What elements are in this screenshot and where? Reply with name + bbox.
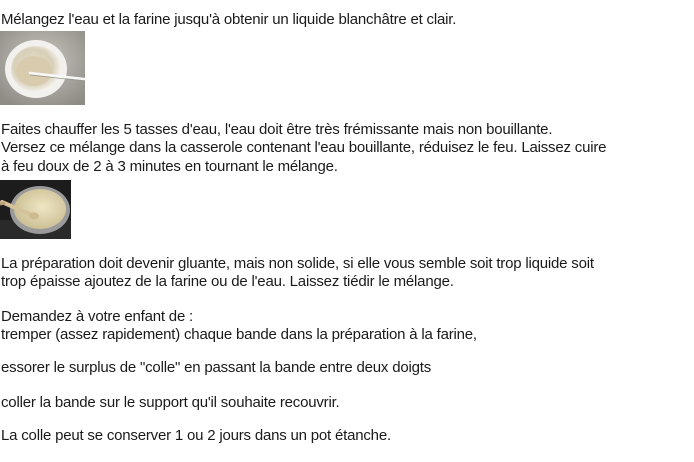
flour-water-bowl-photo xyxy=(0,31,85,105)
step-3-line-2: trop épaisse ajoutez de la farine ou de l'eau. Laissez tiédir le mélange. xyxy=(1,273,454,290)
step-2-line-1: Faites chauffer les 5 tasses d'eau, l'eau doit être très frémissante mais non bouillante. xyxy=(1,121,553,138)
step-7-line-1: La colle peut se conserver 1 ou 2 jours dans un pot étanche. xyxy=(1,427,391,444)
step-1-line-1: Mélangez l'eau et la farine jusqu'à obtenir un liquide blanchâtre et clair. xyxy=(1,11,457,28)
step-3-line-1: La préparation doit devenir gluante, mais non solide, si elle vous semble soit trop liquide soit xyxy=(1,255,594,272)
step-6-line-1: coller la bande sur le support qu'il souhaite recouvrir. xyxy=(1,394,340,411)
step-2-line-3: à feu doux de 2 à 3 minutes en tournant le mélange. xyxy=(1,158,338,175)
step-2-line-2: Versez ce mélange dans la casserole contenant l'eau bouillante, réduisez le feu. Laissez cuire xyxy=(1,139,607,156)
saucepan-stirring-photo xyxy=(0,180,71,239)
step-4-line-2: tremper (assez rapidement) chaque bande dans la préparation à la farine, xyxy=(1,326,477,343)
step-4-line-1: Demandez à votre enfant de : xyxy=(1,308,194,325)
step-5-line-1: essorer le surplus de "colle" en passant la bande entre deux doigts xyxy=(1,359,432,376)
